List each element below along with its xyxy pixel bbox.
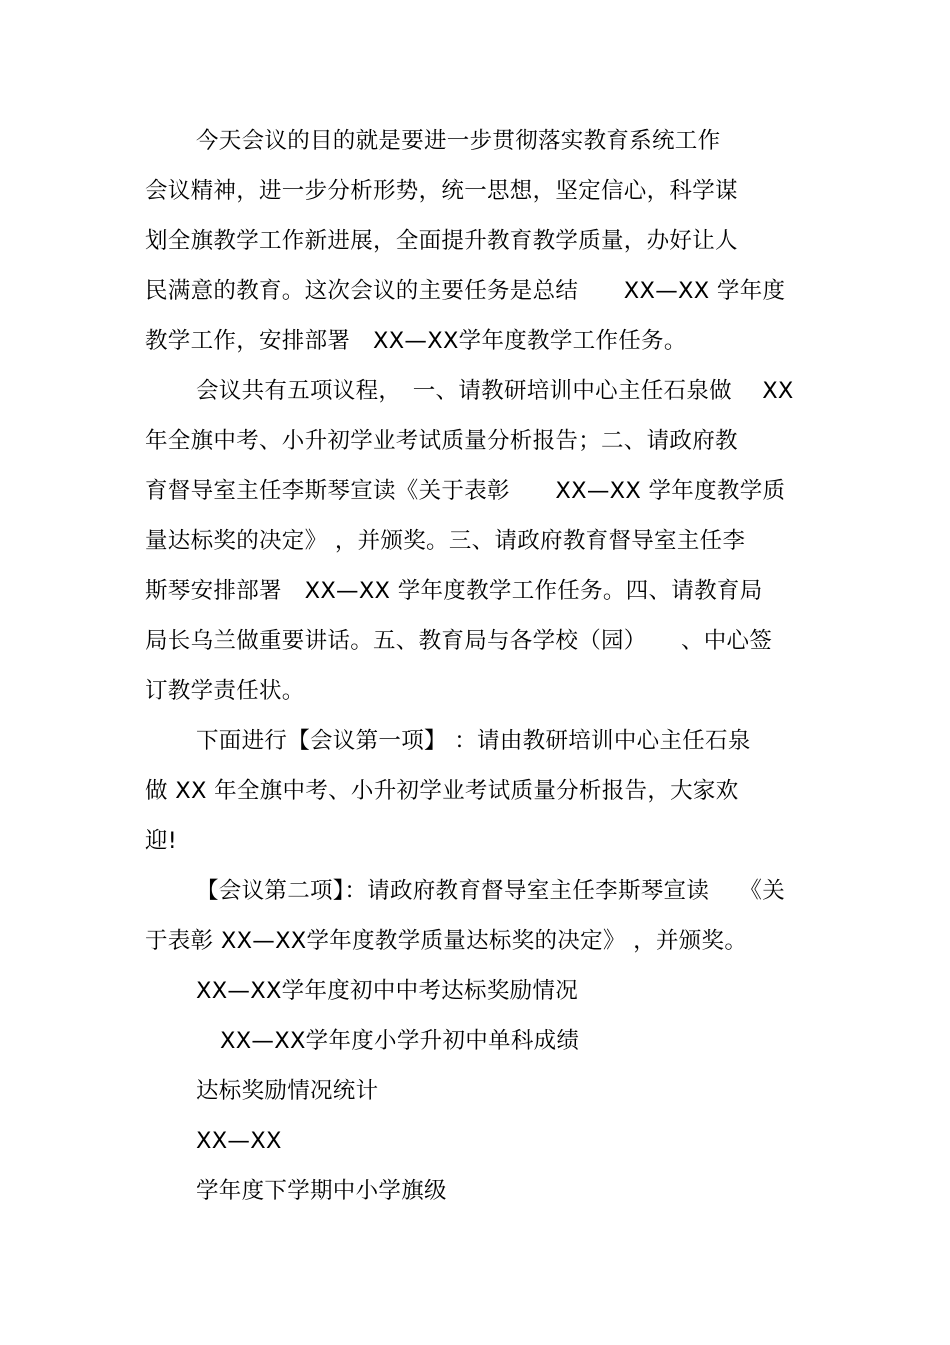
text-line: 会议共有五项议程， 一、请教研培训中心主任石泉做 XX — [196, 378, 794, 404]
text-line: 今天会议的目的就是要进一步贯彻落实教育系统工作 — [196, 128, 721, 154]
text-line: 做 XX 年全旗中考、小升初学业考试质量分析报告，大家欢 — [145, 778, 739, 804]
text-line: XX—XX学年度小学升初中单科成绩 — [220, 1028, 580, 1054]
text-line: 斯琴安排部署 XX—XX 学年度教学工作任务。四、请教育局 — [145, 578, 763, 604]
text-line: 教学工作，安排部署 XX—XX学年度教学工作任务。 — [145, 328, 687, 354]
text-line: XX—XX学年度初中中考达标奖励情况 — [196, 978, 579, 1004]
text-line: 订教学责任状。 — [145, 678, 305, 704]
text-line: 局长乌兰做重要讲话。五、教育局与各学校（园） 、中心签 — [145, 628, 773, 654]
text-line: 民满意的教育。这次会议的主要任务是总结 XX—XX 学年度 — [145, 278, 786, 304]
text-line: XX—XX — [196, 1128, 282, 1154]
text-line: 育督导室主任李斯琴宣读《关于表彰 XX—XX 学年度教学质 — [145, 478, 786, 504]
text-line: 于表彰 XX—XX学年度教学质量达标奖的决定》 ，并颁奖。 — [145, 928, 748, 954]
text-line: 迎! — [145, 828, 178, 854]
text-line: 划全旗教学工作新进展，全面提升教育教学质量，办好让人 — [145, 228, 738, 254]
text-line: 量达标奖的决定》 ，并颁奖。三、请政府教育督导室主任李 — [145, 528, 746, 554]
text-line: 下面进行【会议第一项】 ：请由教研培训中心主任石泉 — [196, 728, 751, 754]
text-line: 年全旗中考、小升初学业考试质量分析报告；二、请政府教 — [145, 428, 738, 454]
text-line: 学年度下学期中小学旗级 — [196, 1178, 447, 1204]
text-line: 达标奖励情况统计 — [196, 1078, 379, 1104]
text-line: 【会议第二项】：请政府教育督导室主任李斯琴宣读 《关 — [196, 878, 786, 904]
text-line: 会议精神，进一步分析形势，统一思想，坚定信心，科学谋 — [145, 178, 738, 204]
